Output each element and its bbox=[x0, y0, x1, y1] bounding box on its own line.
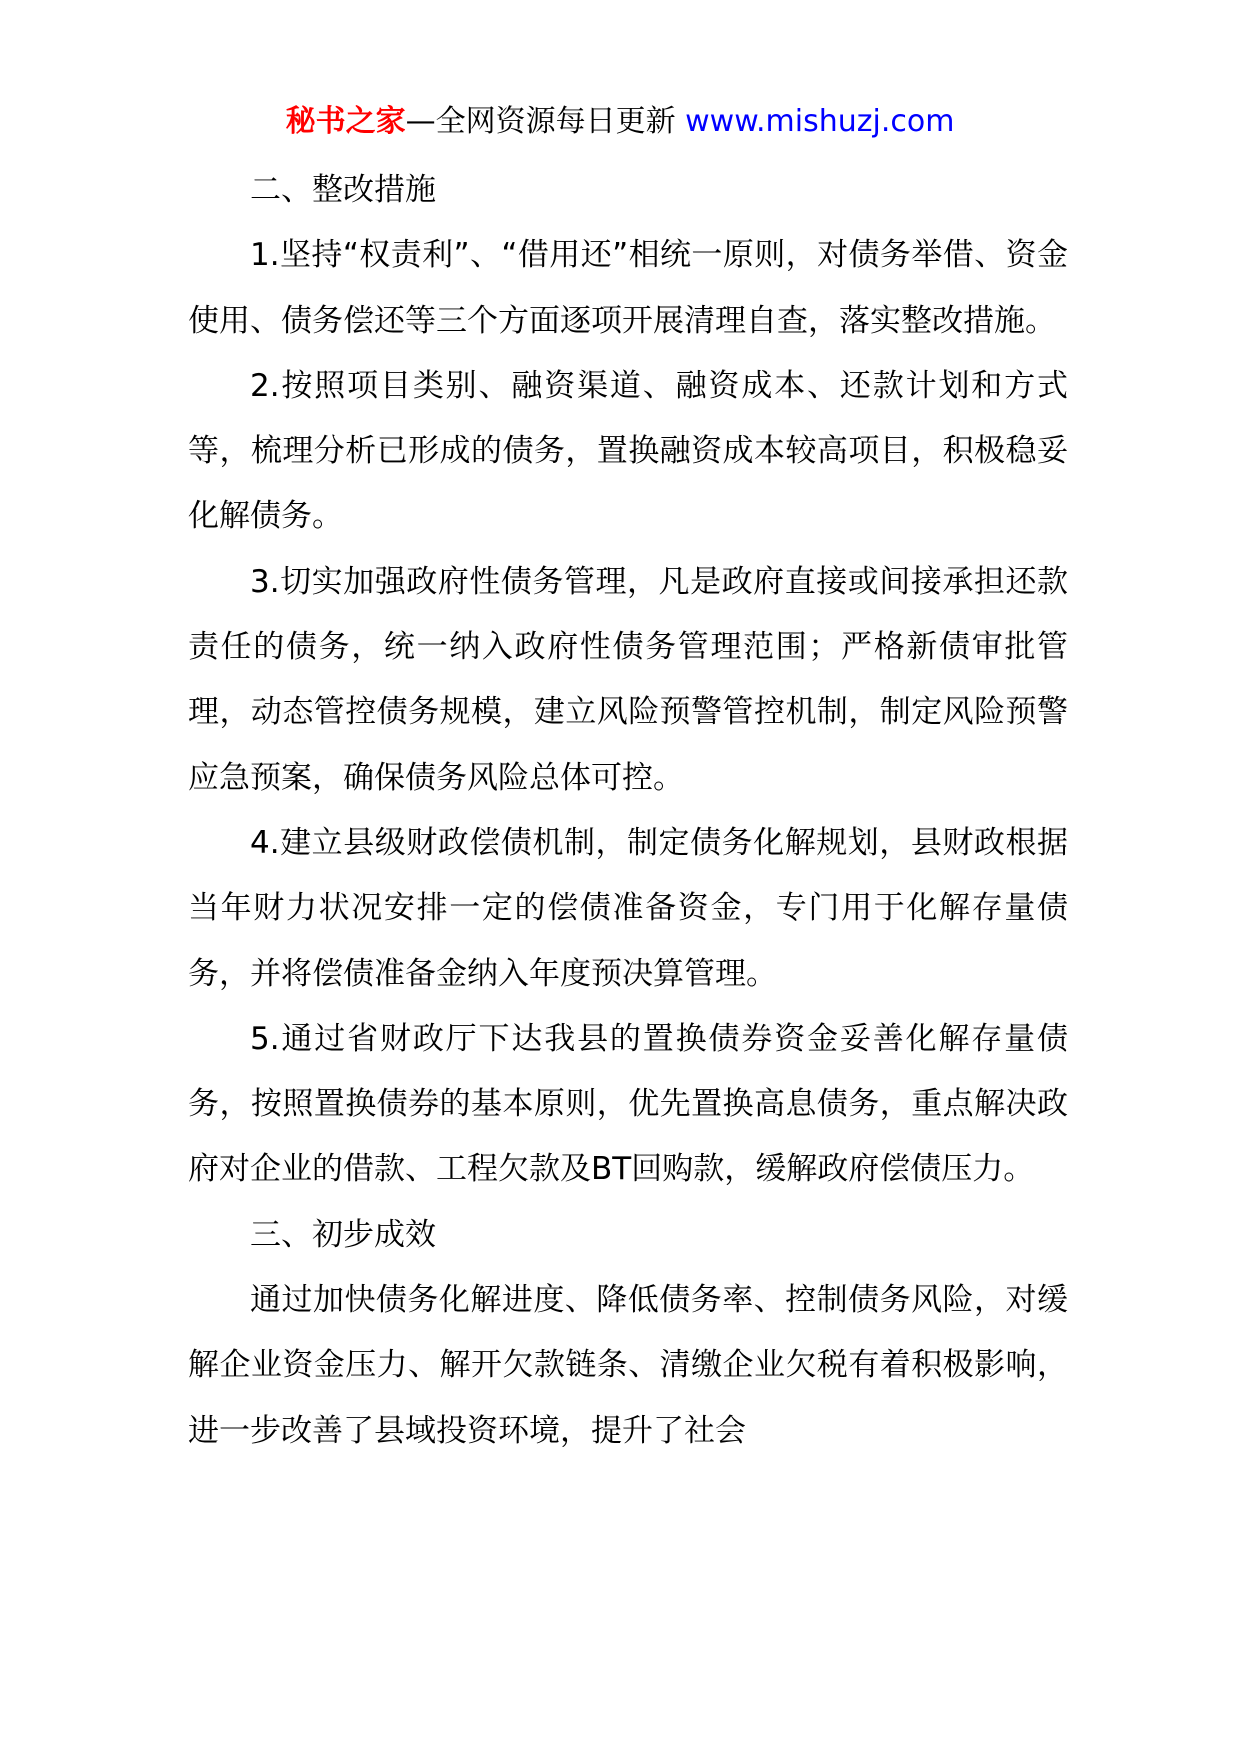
section-heading-measures: 二、整改措施 bbox=[250, 172, 436, 208]
paragraph-item-2: 2.按照项目类别、融资渠道、融资成本、还款计划和方式等，梳理分析已形成的债务，置换融资成本较高项目，积极稳妥化解债务。 bbox=[188, 367, 1068, 535]
paragraph-item-3: 3.切实加强政府性债务管理，凡是政府直接或间接承担还款责任的债务，统一纳入政府性债务管理范围；严格新债审批管理，动态管控债务规模，建立风险预警管控机制，制定风险预警应急预案，确保债务风险总体可控。 bbox=[188, 563, 1068, 796]
header-brand: 秘书之家 bbox=[285, 104, 406, 139]
page-header bbox=[0, 102, 1240, 142]
header-tagline: —全网资源每日更新 bbox=[405, 104, 686, 139]
paragraph-item-4: 4.建立县级财政偿债机制，制定债务化解规划，县财政根据当年财力状况安排一定的偿债准备资金，专门用于化解存量债务，并将偿债准备金纳入年度预决算管理。 bbox=[188, 824, 1068, 992]
paragraph-item-1: 1.坚持“权责利”、“借用还”相统一原则，对债务举借、资金使用、债务偿还等三个方面逐项开展清理自查，落实整改措施。 bbox=[188, 237, 1068, 339]
paragraph-item-5: 5.通过省财政厅下达我县的置换债券资金妥善化解存量债务，按照置换债券的基本原则，优先置换高息债务，重点解决政府对企业的借款、工程欠款及BT回购款，缓解政府偿债压力。 bbox=[188, 1020, 1068, 1188]
header-url-link[interactable]: www.mishuzj.com bbox=[685, 104, 955, 139]
paragraph-results: 通过加快债务化解进度、降低债务率、控制债务风险，对缓解企业资金压力、解开欠款链条、清缴企业欠税有着积极影响，进一步改善了县域投资环境，提升了社会 bbox=[188, 1282, 1068, 1449]
section-heading-results: 三、初步成效 bbox=[250, 1216, 436, 1253]
document-body bbox=[188, 158, 1068, 1464]
